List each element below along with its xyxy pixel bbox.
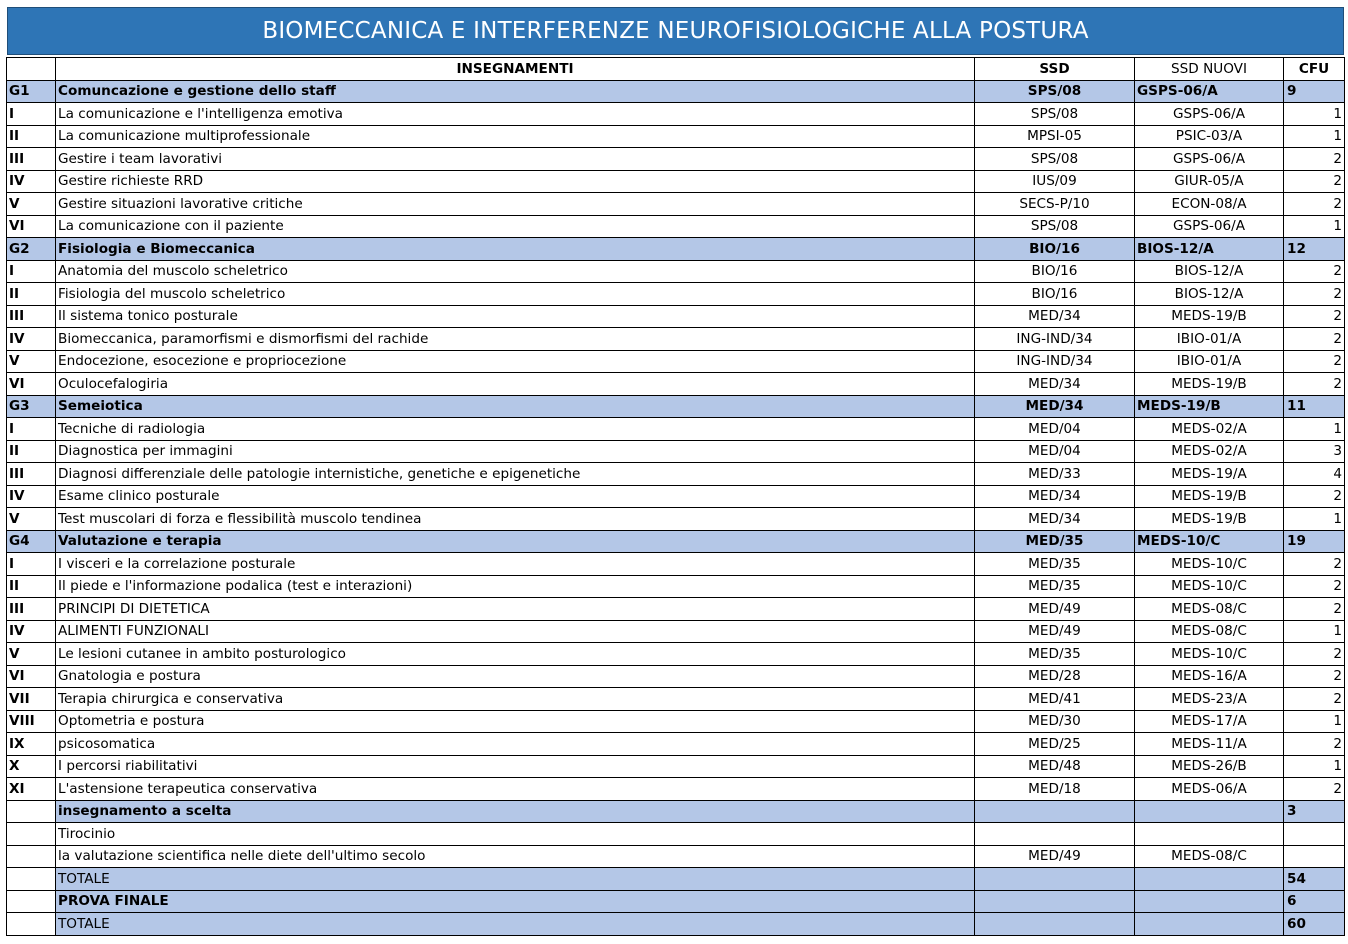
course-cfu: 2 bbox=[1284, 778, 1345, 801]
header-row bbox=[7, 58, 1345, 81]
course-cfu: 2 bbox=[1284, 373, 1345, 396]
valutazione-row-code bbox=[7, 845, 56, 868]
page-title: BIOMECCANICA E INTERFERENZE NEUROFISIOLOGICHE ALLA POSTURA bbox=[7, 7, 1344, 55]
course-ssd: MED/35 bbox=[975, 643, 1135, 666]
course-number: II bbox=[7, 440, 56, 463]
course-ssd: IUS/09 bbox=[975, 170, 1135, 193]
course-ssd-nuovi: BIOS-12/A bbox=[1135, 283, 1284, 306]
course-row bbox=[7, 710, 1345, 733]
course-row bbox=[7, 643, 1345, 666]
course-cfu: 2 bbox=[1284, 575, 1345, 598]
course-cfu: 1 bbox=[1284, 103, 1345, 126]
course-number: IV bbox=[7, 170, 56, 193]
group-ssd-nuovi: GSPS-06/A bbox=[1135, 80, 1284, 103]
course-name: L'astensione terapeutica conservativa bbox=[56, 778, 975, 801]
totale-finale-row bbox=[7, 913, 1345, 936]
course-row bbox=[7, 508, 1345, 531]
course-ssd-nuovi: MEDS-02/A bbox=[1135, 440, 1284, 463]
group-name: Semeiotica bbox=[56, 395, 975, 418]
course-ssd-nuovi: MEDS-10/C bbox=[1135, 553, 1284, 576]
course-ssd-nuovi: MEDS-08/C bbox=[1135, 620, 1284, 643]
course-ssd: SPS/08 bbox=[975, 148, 1135, 171]
curriculum-table bbox=[6, 57, 1345, 936]
course-row bbox=[7, 440, 1345, 463]
course-number: III bbox=[7, 463, 56, 486]
course-ssd: BIO/16 bbox=[975, 283, 1135, 306]
totale-row-code bbox=[7, 868, 56, 891]
tirocinio-row-cfu bbox=[1284, 823, 1345, 846]
course-ssd-nuovi: MEDS-19/A bbox=[1135, 463, 1284, 486]
course-ssd-nuovi: MEDS-19/B bbox=[1135, 485, 1284, 508]
course-name: ALIMENTI FUNZIONALI bbox=[56, 620, 975, 643]
course-ssd-nuovi: PSIC-03/A bbox=[1135, 125, 1284, 148]
course-number: IV bbox=[7, 620, 56, 643]
course-ssd: MED/49 bbox=[975, 598, 1135, 621]
course-ssd-nuovi: MEDS-11/A bbox=[1135, 733, 1284, 756]
prova-finale-row-code bbox=[7, 890, 56, 913]
course-name: Gestire richieste RRD bbox=[56, 170, 975, 193]
group-cfu: 12 bbox=[1284, 238, 1345, 261]
course-ssd-nuovi: GSPS-06/A bbox=[1135, 103, 1284, 126]
course-cfu: 2 bbox=[1284, 170, 1345, 193]
course-name: Diagnosi differenziale delle patologie internistiche, genetiche e epigenetiche bbox=[56, 463, 975, 486]
group-row bbox=[7, 238, 1345, 261]
course-ssd-nuovi: GIUR-05/A bbox=[1135, 170, 1284, 193]
course-ssd-nuovi: MEDS-08/C bbox=[1135, 598, 1284, 621]
course-row bbox=[7, 778, 1345, 801]
course-cfu: 1 bbox=[1284, 418, 1345, 441]
course-ssd-nuovi: MEDS-19/B bbox=[1135, 305, 1284, 328]
course-name: La comunicazione multiprofessionale bbox=[56, 125, 975, 148]
course-number: VI bbox=[7, 665, 56, 688]
course-number: I bbox=[7, 260, 56, 283]
course-number: V bbox=[7, 193, 56, 216]
course-row bbox=[7, 148, 1345, 171]
totale-finale-row-label: TOTALE bbox=[56, 913, 975, 936]
course-cfu: 2 bbox=[1284, 260, 1345, 283]
tirocinio-row-code bbox=[7, 823, 56, 846]
header-cfu: CFU bbox=[1284, 58, 1345, 81]
course-ssd: MED/41 bbox=[975, 688, 1135, 711]
course-ssd-nuovi: MEDS-10/C bbox=[1135, 643, 1284, 666]
course-number: V bbox=[7, 508, 56, 531]
course-ssd-nuovi: ECON-08/A bbox=[1135, 193, 1284, 216]
course-ssd-nuovi: MEDS-19/B bbox=[1135, 508, 1284, 531]
course-row bbox=[7, 620, 1345, 643]
course-ssd-nuovi: MEDS-06/A bbox=[1135, 778, 1284, 801]
course-name: Biomeccanica, paramorfismi e dismorfismi del rachide bbox=[56, 328, 975, 351]
course-name: Fisiologia del muscolo scheletrico bbox=[56, 283, 975, 306]
group-ssd: SPS/08 bbox=[975, 80, 1135, 103]
course-cfu: 2 bbox=[1284, 553, 1345, 576]
totale-row-cfu: 54 bbox=[1284, 868, 1345, 891]
course-row bbox=[7, 103, 1345, 126]
course-ssd: MED/28 bbox=[975, 665, 1135, 688]
course-name: Optometria e postura bbox=[56, 710, 975, 733]
prova-finale-row-ssd-nuovi bbox=[1135, 890, 1284, 913]
course-name: Gestire i team lavorativi bbox=[56, 148, 975, 171]
course-name: Endocezione, esocezione e propriocezione bbox=[56, 350, 975, 373]
course-row bbox=[7, 283, 1345, 306]
scelta-row-label: insegnamento a scelta bbox=[56, 800, 975, 823]
course-ssd: SPS/08 bbox=[975, 103, 1135, 126]
course-name: Il sistema tonico posturale bbox=[56, 305, 975, 328]
course-name: Le lesioni cutanee in ambito posturologico bbox=[56, 643, 975, 666]
course-number: VII bbox=[7, 688, 56, 711]
course-ssd: MED/25 bbox=[975, 733, 1135, 756]
prova-finale-row-ssd bbox=[975, 890, 1135, 913]
course-ssd: MED/34 bbox=[975, 508, 1135, 531]
course-row bbox=[7, 170, 1345, 193]
course-row bbox=[7, 598, 1345, 621]
course-row bbox=[7, 688, 1345, 711]
course-number: III bbox=[7, 305, 56, 328]
course-number: II bbox=[7, 125, 56, 148]
course-ssd-nuovi: MEDS-26/B bbox=[1135, 755, 1284, 778]
course-ssd: MED/33 bbox=[975, 463, 1135, 486]
course-row bbox=[7, 755, 1345, 778]
course-ssd-nuovi: GSPS-06/A bbox=[1135, 148, 1284, 171]
totale-row-label: TOTALE bbox=[56, 868, 975, 891]
course-number: III bbox=[7, 148, 56, 171]
group-ssd: MED/34 bbox=[975, 395, 1135, 418]
course-cfu: 2 bbox=[1284, 193, 1345, 216]
course-row bbox=[7, 485, 1345, 508]
course-name: Il piede e l'informazione podalica (test e interazioni) bbox=[56, 575, 975, 598]
course-name: Diagnostica per immagini bbox=[56, 440, 975, 463]
course-ssd-nuovi: MEDS-23/A bbox=[1135, 688, 1284, 711]
course-ssd: MED/35 bbox=[975, 553, 1135, 576]
course-cfu: 2 bbox=[1284, 485, 1345, 508]
course-number: V bbox=[7, 643, 56, 666]
course-name: La comunicazione con il paziente bbox=[56, 215, 975, 238]
course-cfu: 1 bbox=[1284, 620, 1345, 643]
course-row bbox=[7, 125, 1345, 148]
course-cfu: 2 bbox=[1284, 665, 1345, 688]
valutazione-row bbox=[7, 845, 1345, 868]
course-cfu: 2 bbox=[1284, 328, 1345, 351]
course-name: psicosomatica bbox=[56, 733, 975, 756]
course-ssd: MED/04 bbox=[975, 440, 1135, 463]
course-number: V bbox=[7, 350, 56, 373]
group-code: G1 bbox=[7, 80, 56, 103]
course-ssd-nuovi: MEDS-02/A bbox=[1135, 418, 1284, 441]
course-cfu: 2 bbox=[1284, 350, 1345, 373]
header-code bbox=[7, 58, 56, 81]
totale-finale-row-ssd bbox=[975, 913, 1135, 936]
header-ssd-nuovi: SSD NUOVI bbox=[1135, 58, 1284, 81]
course-ssd: MED/35 bbox=[975, 575, 1135, 598]
course-row bbox=[7, 733, 1345, 756]
group-row bbox=[7, 395, 1345, 418]
course-cfu: 2 bbox=[1284, 598, 1345, 621]
totale-row-ssd bbox=[975, 868, 1135, 891]
valutazione-row-cfu bbox=[1284, 845, 1345, 868]
header-ssd: SSD bbox=[975, 58, 1135, 81]
course-ssd-nuovi: MEDS-16/A bbox=[1135, 665, 1284, 688]
totale-finale-row-cfu: 60 bbox=[1284, 913, 1345, 936]
course-ssd: MPSI-05 bbox=[975, 125, 1135, 148]
course-ssd: MED/34 bbox=[975, 485, 1135, 508]
course-number: VI bbox=[7, 215, 56, 238]
course-name: PRINCIPI DI DIETETICA bbox=[56, 598, 975, 621]
group-ssd-nuovi: MEDS-19/B bbox=[1135, 395, 1284, 418]
course-row bbox=[7, 328, 1345, 351]
group-ssd-nuovi: BIOS-12/A bbox=[1135, 238, 1284, 261]
course-number: I bbox=[7, 553, 56, 576]
course-ssd-nuovi: MEDS-10/C bbox=[1135, 575, 1284, 598]
course-row bbox=[7, 260, 1345, 283]
course-name: Terapia chirurgica e conservativa bbox=[56, 688, 975, 711]
course-name: Gnatologia e postura bbox=[56, 665, 975, 688]
course-cfu: 2 bbox=[1284, 305, 1345, 328]
course-number: II bbox=[7, 575, 56, 598]
group-name: Comuncazione e gestione dello staff bbox=[56, 80, 975, 103]
course-cfu: 2 bbox=[1284, 283, 1345, 306]
tirocinio-row-label: Tirocinio bbox=[56, 823, 975, 846]
group-code: G3 bbox=[7, 395, 56, 418]
course-number: I bbox=[7, 103, 56, 126]
scelta-row-code bbox=[7, 800, 56, 823]
course-name: La comunicazione e l'intelligenza emotiva bbox=[56, 103, 975, 126]
course-ssd: MED/34 bbox=[975, 305, 1135, 328]
prova-finale-row bbox=[7, 890, 1345, 913]
group-cfu: 19 bbox=[1284, 530, 1345, 553]
course-ssd: MED/49 bbox=[975, 620, 1135, 643]
course-ssd: MED/30 bbox=[975, 710, 1135, 733]
group-cfu: 9 bbox=[1284, 80, 1345, 103]
course-name: Esame clinico posturale bbox=[56, 485, 975, 508]
group-cfu: 11 bbox=[1284, 395, 1345, 418]
course-name: I percorsi riabilitativi bbox=[56, 755, 975, 778]
scelta-row-ssd-nuovi bbox=[1135, 800, 1284, 823]
course-row bbox=[7, 373, 1345, 396]
course-ssd-nuovi: BIOS-12/A bbox=[1135, 260, 1284, 283]
course-name: Oculocefalogiria bbox=[56, 373, 975, 396]
group-ssd: MED/35 bbox=[975, 530, 1135, 553]
course-number: VI bbox=[7, 373, 56, 396]
course-cfu: 1 bbox=[1284, 755, 1345, 778]
scelta-row-cfu: 3 bbox=[1284, 800, 1345, 823]
group-name: Fisiologia e Biomeccanica bbox=[56, 238, 975, 261]
group-code: G4 bbox=[7, 530, 56, 553]
course-ssd-nuovi: GSPS-06/A bbox=[1135, 215, 1284, 238]
course-ssd-nuovi: MEDS-19/B bbox=[1135, 373, 1284, 396]
course-cfu: 4 bbox=[1284, 463, 1345, 486]
course-cfu: 1 bbox=[1284, 215, 1345, 238]
group-ssd: BIO/16 bbox=[975, 238, 1135, 261]
scelta-row bbox=[7, 800, 1345, 823]
course-ssd: SECS-P/10 bbox=[975, 193, 1135, 216]
course-number: X bbox=[7, 755, 56, 778]
course-ssd: ING-IND/34 bbox=[975, 328, 1135, 351]
course-number: IX bbox=[7, 733, 56, 756]
course-ssd-nuovi: IBIO-01/A bbox=[1135, 328, 1284, 351]
group-name: Valutazione e terapia bbox=[56, 530, 975, 553]
course-cfu: 2 bbox=[1284, 688, 1345, 711]
valutazione-row-ssd: MED/49 bbox=[975, 845, 1135, 868]
course-row bbox=[7, 575, 1345, 598]
course-row bbox=[7, 193, 1345, 216]
course-name: I visceri e la correlazione posturale bbox=[56, 553, 975, 576]
course-cfu: 2 bbox=[1284, 733, 1345, 756]
course-cfu: 1 bbox=[1284, 508, 1345, 531]
course-cfu: 1 bbox=[1284, 710, 1345, 733]
course-number: IV bbox=[7, 485, 56, 508]
course-ssd: SPS/08 bbox=[975, 215, 1135, 238]
course-ssd: MED/04 bbox=[975, 418, 1135, 441]
group-code: G2 bbox=[7, 238, 56, 261]
header-insegnamenti: INSEGNAMENTI bbox=[56, 58, 975, 81]
course-row bbox=[7, 305, 1345, 328]
course-row bbox=[7, 463, 1345, 486]
course-name: Anatomia del muscolo scheletrico bbox=[56, 260, 975, 283]
course-ssd-nuovi: MEDS-17/A bbox=[1135, 710, 1284, 733]
course-ssd: MED/48 bbox=[975, 755, 1135, 778]
course-cfu: 1 bbox=[1284, 125, 1345, 148]
totale-finale-row-ssd-nuovi bbox=[1135, 913, 1284, 936]
course-name: Gestire situazioni lavorative critiche bbox=[56, 193, 975, 216]
course-name: Test muscolari di forza e flessibilità muscolo tendinea bbox=[56, 508, 975, 531]
course-row bbox=[7, 215, 1345, 238]
tirocinio-row bbox=[7, 823, 1345, 846]
course-number: VIII bbox=[7, 710, 56, 733]
prova-finale-row-label: PROVA FINALE bbox=[56, 890, 975, 913]
totale-finale-row-code bbox=[7, 913, 56, 936]
tirocinio-row-ssd-nuovi bbox=[1135, 823, 1284, 846]
course-number: IV bbox=[7, 328, 56, 351]
course-number: II bbox=[7, 283, 56, 306]
course-ssd: BIO/16 bbox=[975, 260, 1135, 283]
group-row bbox=[7, 80, 1345, 103]
totale-row bbox=[7, 868, 1345, 891]
prova-finale-row-cfu: 6 bbox=[1284, 890, 1345, 913]
course-row bbox=[7, 418, 1345, 441]
course-row bbox=[7, 553, 1345, 576]
course-number: XI bbox=[7, 778, 56, 801]
group-row bbox=[7, 530, 1345, 553]
course-name: Tecniche di radiologia bbox=[56, 418, 975, 441]
group-ssd-nuovi: MEDS-10/C bbox=[1135, 530, 1284, 553]
course-ssd-nuovi: IBIO-01/A bbox=[1135, 350, 1284, 373]
course-ssd: MED/34 bbox=[975, 373, 1135, 396]
totale-row-ssd-nuovi bbox=[1135, 868, 1284, 891]
course-cfu: 2 bbox=[1284, 148, 1345, 171]
course-row bbox=[7, 665, 1345, 688]
valutazione-row-label: la valutazione scientifica nelle diete dell'ultimo secolo bbox=[56, 845, 975, 868]
valutazione-row-ssd-nuovi: MEDS-08/C bbox=[1135, 845, 1284, 868]
course-cfu: 3 bbox=[1284, 440, 1345, 463]
course-number: I bbox=[7, 418, 56, 441]
scelta-row-ssd bbox=[975, 800, 1135, 823]
tirocinio-row-ssd bbox=[975, 823, 1135, 846]
course-ssd: ING-IND/34 bbox=[975, 350, 1135, 373]
course-ssd: MED/18 bbox=[975, 778, 1135, 801]
course-row bbox=[7, 350, 1345, 373]
course-number: III bbox=[7, 598, 56, 621]
course-cfu: 2 bbox=[1284, 643, 1345, 666]
